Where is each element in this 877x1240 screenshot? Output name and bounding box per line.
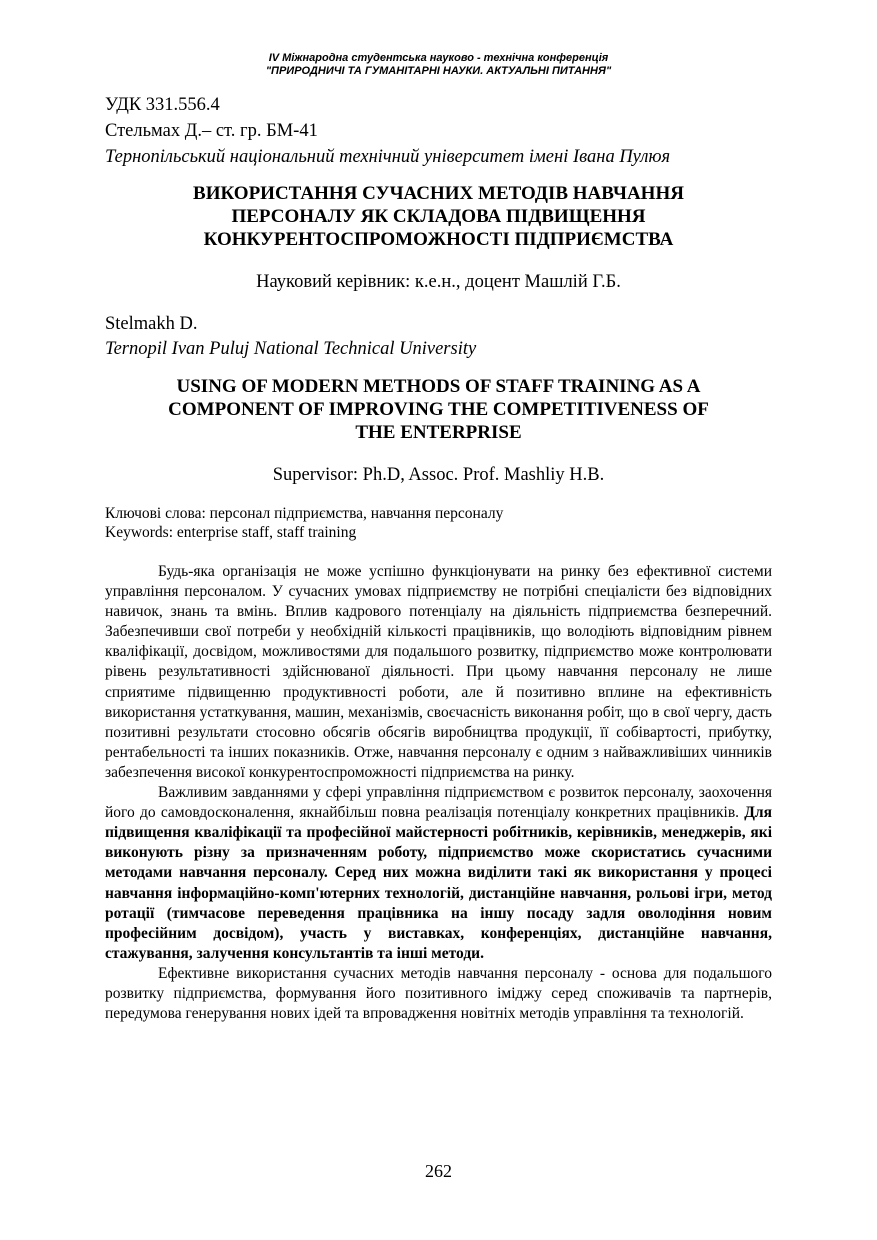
en-meta-block [105, 312, 785, 362]
body-paragraph-1: Будь-яка організація не може успішно функціонувати на ринку без ефективної системи управління персоналом. У сучасних умовах підприємству не потрібні спеціалісти без відповідних навичок, знань та вмінь. Вплив кадрового потенціалу на діяльність підприємства безперечний. Забезпечивши свої потреби у необхідній кількості працівників, що володіють відповідним рівнем кваліфікації, досвідом, можливостями для подальшого розвитку, підприємство може контролювати рівень результативності здійснюваної діяльності. При цьому навчання персоналу не лише сприятиме підвищенню продуктивності роботи, але й позитивно вплине на ефективність використання устаткування, машин, механізмів, своєчасність виконання робіт, що в свої чергу, дасть позитивні результати стосовно обсягів обсягів виробництва продукції, її собівартості, прибутку, рентабельності та інших показників. Отже, навчання персоналу є одним з найважливіших чинників забезпечення високої конкурентоспроможності підприємства на ринку. [105, 563, 772, 781]
en-title [105, 375, 772, 444]
conference-header [0, 52, 877, 78]
body-text [105, 562, 772, 1024]
en-supervisor: Supervisor: Ph.D, Assoc. Prof. Mashliy H.B. [272, 465, 605, 485]
keywords-block [105, 504, 785, 542]
en-title-line-1: USING OF MODERN METHODS OF STAFF TRAINING AS A [176, 376, 701, 397]
body-paragraph-3: Ефективне використання сучасних методів навчання персоналу - основа для подальшого розвитку підприємства, формування його позитивного іміджу серед споживачів та партнерів, передумова генерування нових ідей та впровадження новітніх методів управління та технологій. [105, 964, 772, 1023]
conference-header-line-2: "ПРИРОДНИЧІ ТА ГУМАНІТАРНІ НАУКИ. АКТУАЛЬНІ ПИТАННЯ" [265, 65, 612, 77]
page-number: 262 [425, 1161, 452, 1181]
ua-university: Тернопільський національний технічний університет імені Івана Пулюя [105, 147, 671, 167]
en-author: Stelmakh D. [105, 314, 198, 334]
ua-title-line-3: КОНКУРЕНТОСПРОМОЖНОСТІ ПІДПРИЄМСТВА [203, 229, 674, 250]
ua-title [105, 182, 772, 251]
ua-title-line-1: ВИКОРИСТАННЯ СУЧАСНИХ МЕТОДІВ НАВЧАННЯ [193, 183, 684, 204]
body-paragraph-2 [105, 783, 772, 964]
keywords-en: Keywords: enterprise staff, staff training [105, 524, 357, 541]
udk-code: УДК 331.556.4 [105, 95, 220, 115]
ua-meta-block [105, 92, 785, 170]
en-university: Ternopil Ivan Puluj National Technical University [105, 339, 477, 359]
ua-title-line-2: ПЕРСОНАЛУ ЯК СКЛАДОВА ПІДВИЩЕННЯ [231, 206, 646, 227]
en-title-line-3: THE ENTERPRISE [355, 422, 522, 443]
conference-header-line-1: IV Міжнародна студентська науково - технічна конференція [268, 52, 609, 64]
body-paragraph-2-intro: Важливим завданнями у сфері управління підприємством є розвиток персоналу, заохочення його до самовдосконалення, якнайбільш повна реалізація потенціалу конкретних працівників. [105, 784, 772, 822]
ua-author: Стельмах Д.– ст. гр. БМ-41 [105, 121, 318, 141]
body-paragraph-2-emphasis: Для підвищення кваліфікації та професійної майстерності робітників, керівників, менеджерів, які виконують різну за призначенням роботу, підприємство може скористатись сучасними методами навчання персоналу. Серед них можна виділити такі як використання у процесі навчання інформаційно-комп'ютерних технологій, дистанційне навчання, рольові ігри, метод ротації (тимчасове переведення працівника на іншу посаду задля оволодіння новим професійним досвідом), участь у виставках, конференціях, дистанційне навчання, стажування, залучення консультантів та інші методи. [105, 804, 772, 962]
keywords-ua: Ключові слова: персонал підприємства, навчання персоналу [105, 505, 504, 522]
en-title-line-2: COMPONENT OF IMPROVING THE COMPETITIVENESS OF [168, 399, 709, 420]
ua-supervisor: Науковий керівник: к.е.н., доцент Машлій Г.Б. [256, 272, 621, 292]
